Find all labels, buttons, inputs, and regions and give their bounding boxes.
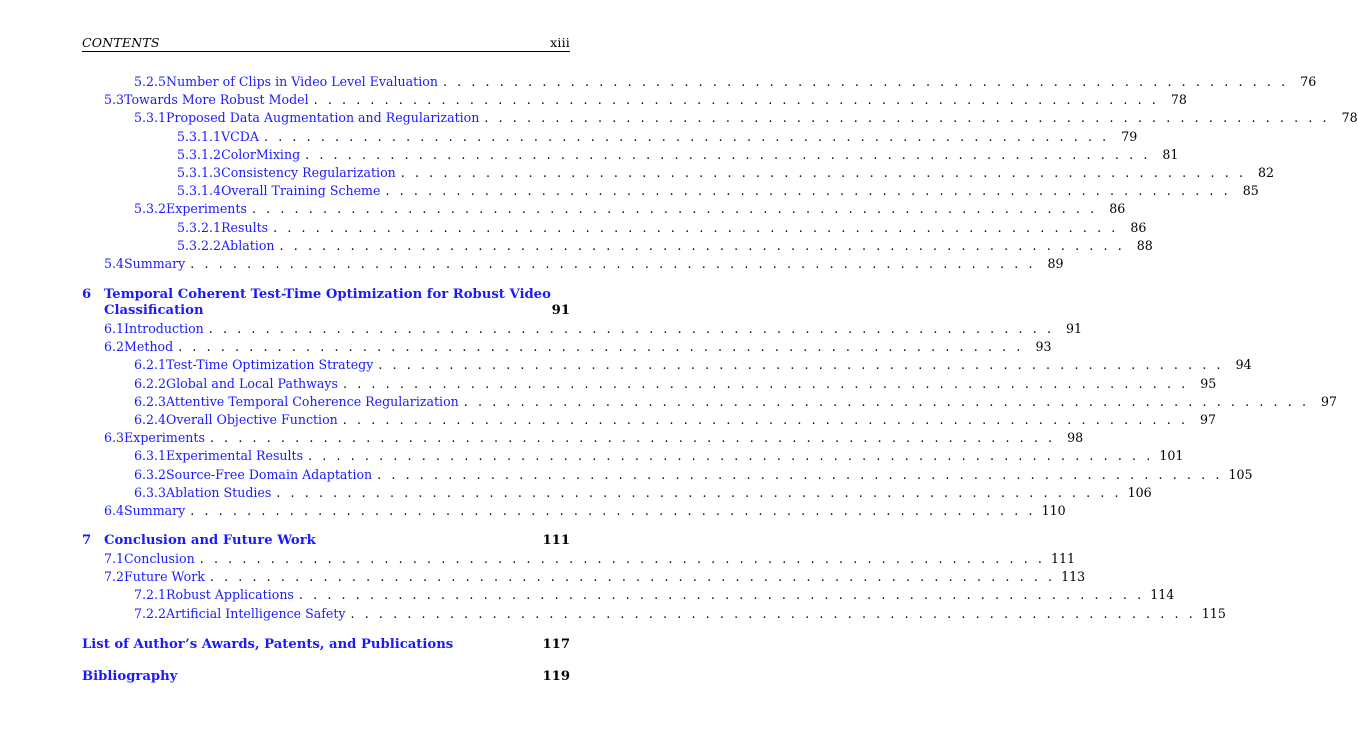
toc-entry[interactable] <box>177 165 1275 181</box>
toc-entry-page: 78 <box>1170 92 1187 108</box>
toc-entry[interactable] <box>134 375 1217 392</box>
dot-leaders: . . . . . . . . . . . . . . . . . . . . . . . . . . . . . . . . . . . . . . . . . . . . . . . . . . . . . . . . . . . . <box>343 375 1189 391</box>
toc-entry-page: 88 <box>1136 237 1153 253</box>
toc-entry-label: Robust Applications <box>166 587 294 603</box>
toc-entry-number: 6.3.1 <box>134 448 167 464</box>
awards-title: List of Author’s Awards, Patents, and Publications <box>82 637 454 652</box>
toc-entry-page: 95 <box>1200 375 1217 391</box>
toc-entry[interactable] <box>134 412 1217 428</box>
toc-entry-page: 78 <box>1341 110 1358 126</box>
dot-leaders: . . . . . . . . . . . . . . . . . . . . . . . . . . . . . . . . . . . . . . . . . . . . . . . . . . . . . . . . . . . . <box>463 393 1310 409</box>
toc-entry-number: 6.4 <box>104 503 125 518</box>
toc-entry-number: 6.1 <box>104 321 125 336</box>
chapter-title: Conclusion and Future Work <box>104 533 316 548</box>
dot-leaders: . . . . . . . . . . . . . . . . . . . . . . . . . . . . . . . . . . . . . . . . . . . . . . . . . . . . . . . . . . . . <box>209 569 1056 585</box>
toc-entry[interactable] <box>177 128 1138 145</box>
dot-leaders: . . . . . . . . . . . . . . . . . . . . . . . . . . . . . . . . . . . . . . . . . . . . . . . . . . . . . . . . . . . . <box>251 201 1098 217</box>
toc-entry[interactable] <box>104 551 1076 567</box>
toc-entry[interactable] <box>104 503 1066 519</box>
running-header <box>82 35 570 52</box>
toc-entry-page: 115 <box>1201 605 1226 621</box>
toc-entry-number: 5.3.1.3 <box>177 165 222 180</box>
toc-entry-number: 7.2.2 <box>134 605 167 621</box>
toc-entry-label: Experiments <box>124 430 205 446</box>
toc-entry-number: 6.3.2 <box>134 466 167 482</box>
toc-entry-label: Number of Clips in Video Level Evaluation <box>166 74 438 89</box>
toc-entry[interactable] <box>134 587 1175 603</box>
toc-entry[interactable] <box>134 605 1226 622</box>
toc-entry-number: 5.3.1.2 <box>177 146 222 162</box>
toc-entry[interactable] <box>134 74 1317 90</box>
dot-leaders: . . . . . . . . . . . . . . . . . . . . . . . . . . . . . . . . . . . . . . . . . . . . . . . . . . . . . . . . . . . . <box>484 110 1330 126</box>
toc-entry-page: 111 <box>1051 551 1076 566</box>
toc-entry-label: Proposed Data Augmentation and Regularization <box>166 110 480 126</box>
toc-entry[interactable] <box>104 321 1083 337</box>
toc-entry-number: 6.2.4 <box>134 412 167 427</box>
toc-entry-page: 98 <box>1067 430 1084 446</box>
toc-entry-label: Global and Local Pathways <box>166 375 338 391</box>
toc-entry-page: 101 <box>1159 448 1184 464</box>
dot-leaders: . . . . . . . . . . . . . . . . . . . . . . . . . . . . . . . . . . . . . . . . . . . . . . . . . . . . . . . . . . . . <box>273 219 1119 235</box>
toc-entry[interactable] <box>177 183 1259 199</box>
toc-entry-page: 97 <box>1321 393 1338 409</box>
dot-leaders: . . . . . . . . . . . . . . . . . . . . . . . . . . . . . . . . . . . . . . . . . . . . . . . . . . . . . . . . . . . . <box>199 551 1046 566</box>
toc-entry-label: Test-Time Optimization Strategy <box>166 357 374 373</box>
chapter-6-page: 91 <box>551 303 570 318</box>
toc-entry-label: Ablation Studies <box>166 484 272 500</box>
toc-entry-label: ColorMixing <box>221 146 301 162</box>
dot-leaders: . . . . . . . . . . . . . . . . . . . . . . . . . . . . . . . . . . . . . . . . . . . . . . . . . . . . . . . . . . . . <box>350 605 1196 621</box>
dot-leaders: . . . . . . . . . . . . . . . . . . . . . . . . . . . . . . . . . . . . . . . . . . . . . . . . . . . . . . . . . . . . <box>305 146 1151 162</box>
toc-entry-label: Experiments <box>166 201 247 217</box>
dot-leaders: . . . . . . . . . . . . . . . . . . . . . . . . . . . . . . . . . . . . . . . . . . . . . . . . . . . . . . . . . . . . <box>264 128 1110 144</box>
toc-entry-page: 76 <box>1300 74 1317 89</box>
toc-entry[interactable] <box>134 110 1358 126</box>
toc-entry-number: 5.2.5 <box>134 74 167 89</box>
toc-entry-page: 94 <box>1235 357 1252 373</box>
toc-entry-number: 5.3.1.1 <box>177 128 222 144</box>
toc-entry[interactable] <box>134 393 1338 410</box>
toc-entry[interactable] <box>177 146 1179 163</box>
toc-entry-page: 82 <box>1258 165 1275 180</box>
toc-entry-number: 6.2 <box>104 339 125 355</box>
toc-entry-number: 5.3.2.2 <box>177 237 222 253</box>
toc-entry-label: Introduction <box>124 321 204 336</box>
toc-entry-label: VCDA <box>221 128 259 144</box>
toc-entry[interactable] <box>104 256 1064 272</box>
bibliography-heading[interactable] <box>82 669 177 684</box>
toc-entry-number: 5.3.2 <box>134 201 167 217</box>
toc-entry-number: 6.2.2 <box>134 375 167 391</box>
toc-entry-label: Future Work <box>124 569 205 585</box>
header-page-number: xiii <box>550 35 570 50</box>
toc-entry-number: 7.2.1 <box>134 587 167 603</box>
chapter-number: 6 <box>82 287 92 302</box>
toc-entry-label: Towards More Robust Model <box>124 92 309 108</box>
toc-entry[interactable] <box>104 569 1086 585</box>
dot-leaders: . . . . . . . . . . . . . . . . . . . . . . . . . . . . . . . . . . . . . . . . . . . . . . . . . . . . . . . . . . . . <box>276 484 1122 500</box>
toc-entry-number: 5.3 <box>104 92 125 108</box>
toc-entry-number: 5.4 <box>104 256 125 271</box>
dot-leaders: . . . . . . . . . . . . . . . . . . . . . . . . . . . . . . . . . . . . . . . . . . . . . . . . . . . . . . . . . . . . <box>279 237 1125 253</box>
bibliography-page: 119 <box>542 669 570 684</box>
toc-entry-label: Summary <box>124 503 186 518</box>
toc-entry-label: Artificial Intelligence Safety <box>166 605 346 621</box>
toc-entry-page: 86 <box>1130 219 1147 235</box>
chapter-title-line2: Classification <box>104 303 204 318</box>
toc-entry-page: 106 <box>1127 484 1152 500</box>
toc-entry-label: Attentive Temporal Coherence Regularization <box>166 393 459 409</box>
dot-leaders: . . . . . . . . . . . . . . . . . . . . . . . . . . . . . . . . . . . . . . . . . . . . . . . . . . . . . . . . . . . . <box>377 466 1223 482</box>
dot-leaders: . . . . . . . . . . . . . . . . . . . . . . . . . . . . . . . . . . . . . . . . . . . . . . . . . . . . . . . . . . . . <box>385 183 1231 199</box>
chapter-6-heading[interactable] <box>82 287 551 302</box>
toc-entry-page: 114 <box>1150 587 1175 603</box>
toc-entry[interactable] <box>104 339 1052 355</box>
dot-leaders: . . . . . . . . . . . . . . . . . . . . . . . . . . . . . . . . . . . . . . . . . . . . . . . . . . . . . . . . . . . . <box>190 256 1036 271</box>
toc-entry[interactable] <box>104 92 1187 108</box>
toc-entry-label: Summary <box>124 256 186 271</box>
chapter-7-page: 111 <box>542 533 570 548</box>
toc-entry-page: 113 <box>1061 569 1086 585</box>
toc-entry[interactable] <box>177 219 1147 236</box>
toc-entry-number: 6.3 <box>104 430 125 446</box>
toc-entry-label: Overall Training Scheme <box>221 183 381 199</box>
dot-leaders: . . . . . . . . . . . . . . . . . . . . . . . . . . . . . . . . . . . . . . . . . . . . . . . . . . . . . . . . . . . . <box>298 587 1145 603</box>
toc-entry-page: 93 <box>1035 339 1052 355</box>
toc-entry[interactable] <box>104 430 1084 446</box>
toc-entry-page: 89 <box>1047 256 1064 271</box>
toc-entry[interactable] <box>134 466 1253 483</box>
dot-leaders: . . . . . . . . . . . . . . . . . . . . . . . . . . . . . . . . . . . . . . . . . . . . . . . . . . . . . . . . . . . . <box>209 430 1056 446</box>
toc-entry-label: Consistency Regularization <box>221 165 396 180</box>
toc-entry[interactable] <box>134 357 1252 373</box>
dot-leaders: . . . . . . . . . . . . . . . . . . . . . . . . . . . . . . . . . . . . . . . . . . . . . . . . . . . . . . . . . . . . <box>308 448 1154 464</box>
toc-entry-number: 7.2 <box>104 569 125 585</box>
toc-entry-page: 97 <box>1200 412 1217 427</box>
toc-entry-page: 86 <box>1109 201 1126 217</box>
toc-entry-page: 85 <box>1242 183 1259 199</box>
toc-entry-number: 5.3.2.1 <box>177 219 222 235</box>
bibliography-title: Bibliography <box>82 669 178 684</box>
chapter-number: 7 <box>82 533 92 548</box>
toc-entry[interactable] <box>177 237 1153 254</box>
chapter-title-line1: Temporal Coherent Test-Time Optimization for Robust Video <box>104 287 551 302</box>
toc-entry-label: Overall Objective Function <box>166 412 338 427</box>
toc-entry-number: 6.2.1 <box>134 357 167 373</box>
toc-entry-label: Method <box>124 339 174 355</box>
toc-entry-page: 110 <box>1041 503 1066 518</box>
toc-entry-label: Ablation <box>221 237 275 253</box>
chapter-6-heading-cont[interactable] <box>104 303 204 318</box>
toc-entry-number: 6.3.3 <box>134 484 167 500</box>
toc-entry-page: 105 <box>1228 466 1253 482</box>
toc-entry-number: 5.3.1 <box>134 110 167 126</box>
dot-leaders: . . . . . . . . . . . . . . . . . . . . . . . . . . . . . . . . . . . . . . . . . . . . . . . . . . . . . . . . . . . . <box>313 92 1159 108</box>
chapter-7-heading[interactable] <box>82 533 316 548</box>
dot-leaders: . . . . . . . . . . . . . . . . . . . . . . . . . . . . . . . . . . . . . . . . . . . . . . . . . . . . . . . . . . . . <box>342 412 1189 427</box>
toc-entry-page: 79 <box>1121 128 1138 144</box>
toc-entry-label: Source-Free Domain Adaptation <box>166 466 373 482</box>
toc-entry[interactable] <box>134 484 1152 501</box>
dot-leaders: . . . . . . . . . . . . . . . . . . . . . . . . . . . . . . . . . . . . . . . . . . . . . . . . . . . . . . . . . . . . <box>208 321 1055 336</box>
toc-entry[interactable] <box>134 201 1126 217</box>
dot-leaders: . . . . . . . . . . . . . . . . . . . . . . . . . . . . . . . . . . . . . . . . . . . . . . . . . . . . . . . . . . . . <box>190 503 1036 518</box>
dot-leaders: . . . . . . . . . . . . . . . . . . . . . . . . . . . . . . . . . . . . . . . . . . . . . . . . . . . . . . . . . . . . <box>178 339 1024 355</box>
toc-entry-number: 5.3.1.4 <box>177 183 222 199</box>
dot-leaders: . . . . . . . . . . . . . . . . . . . . . . . . . . . . . . . . . . . . . . . . . . . . . . . . . . . . . . . . . . . . <box>400 165 1247 180</box>
toc-entry-label: Experimental Results <box>166 448 304 464</box>
toc-entry-page: 81 <box>1162 146 1179 162</box>
toc-entry[interactable] <box>134 448 1184 464</box>
awards-heading[interactable] <box>82 637 453 652</box>
toc-entry-number: 6.2.3 <box>134 393 167 409</box>
toc-entry-label: Conclusion <box>124 551 195 566</box>
toc-entry-label: Results <box>221 219 269 235</box>
header-title: CONTENTS <box>82 35 160 50</box>
toc-entry-number: 7.1 <box>104 551 125 566</box>
dot-leaders: . . . . . . . . . . . . . . . . . . . . . . . . . . . . . . . . . . . . . . . . . . . . . . . . . . . . . . . . . . . . <box>378 357 1224 373</box>
toc-entry-page: 91 <box>1066 321 1083 336</box>
awards-page: 117 <box>542 637 570 652</box>
dot-leaders: . . . . . . . . . . . . . . . . . . . . . . . . . . . . . . . . . . . . . . . . . . . . . . . . . . . . . . . . . . . . <box>442 74 1289 89</box>
